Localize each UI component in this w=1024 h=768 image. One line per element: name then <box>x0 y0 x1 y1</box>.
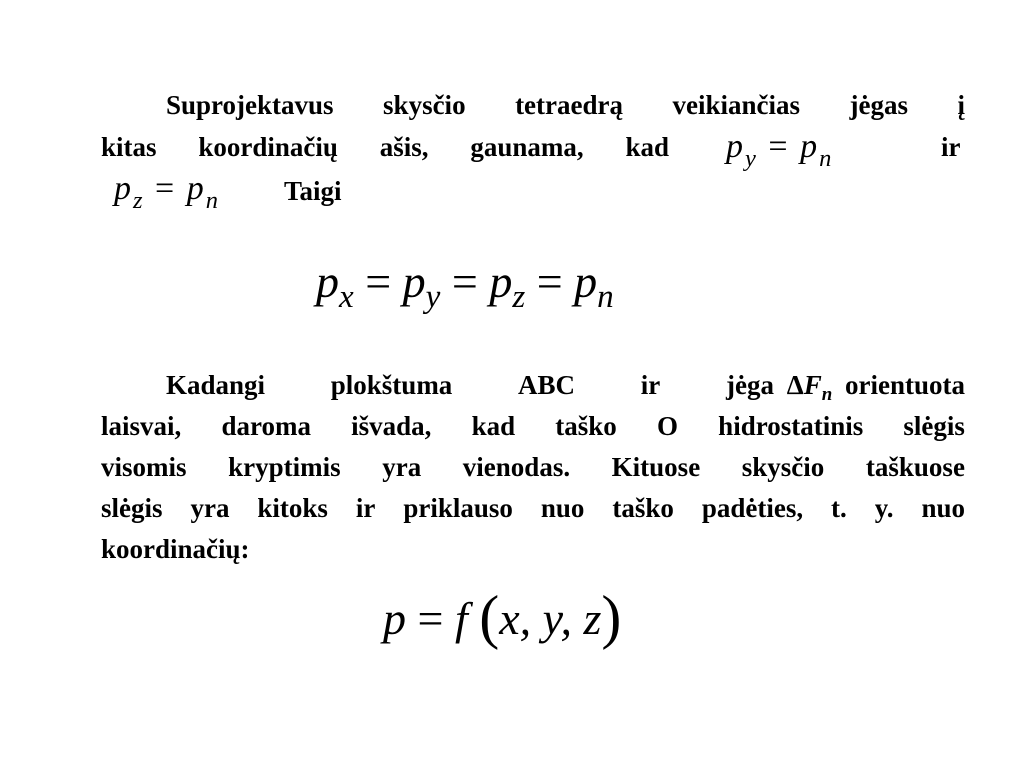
word: koordinačių <box>198 132 338 162</box>
formula-open-paren: ( <box>479 584 500 650</box>
word: taško <box>555 411 617 441</box>
word: t. <box>831 493 847 523</box>
word: tetraedrą <box>515 90 623 120</box>
word: ir <box>355 493 376 523</box>
formula-subscript: y <box>425 277 441 315</box>
formula-equals: = <box>365 256 392 307</box>
formula-pressure-function <box>383 580 621 649</box>
word: priklauso <box>403 493 513 523</box>
formula-function: f <box>454 593 468 644</box>
paragraph2-line3 <box>101 446 965 488</box>
word: slėgis <box>101 493 163 523</box>
word: ABC <box>518 370 576 400</box>
formula-equals: = <box>536 256 563 307</box>
word: laisvai, <box>101 411 182 441</box>
delta-force-symbol <box>787 364 832 410</box>
word: kad <box>471 411 516 441</box>
word: Kituose <box>611 452 701 482</box>
word: O <box>656 411 678 441</box>
word: padėties, <box>701 493 804 523</box>
paragraph1-taigi: Taigi <box>284 176 342 206</box>
formula-symbol: p <box>726 128 745 165</box>
word: visomis <box>101 452 187 482</box>
formula-symbol: p <box>574 256 598 307</box>
word: kitoks <box>257 493 328 523</box>
word: daroma <box>221 411 311 441</box>
formula-equals: = <box>451 256 478 307</box>
word: vienodas. <box>462 452 571 482</box>
paragraph2-line1-end: orientuota <box>845 370 965 400</box>
word: išvada, <box>351 411 432 441</box>
formula-equals: = <box>417 593 444 644</box>
word: yra <box>190 493 230 523</box>
formula-subscript: z <box>133 186 145 214</box>
word: taškuose <box>865 452 965 482</box>
word: Kadangi <box>166 370 266 400</box>
word: jėgas <box>849 90 908 120</box>
word: taško <box>612 493 674 523</box>
formula-symbol: p <box>114 170 133 207</box>
formula-symbol: p <box>489 256 513 307</box>
formula-subscript: z <box>512 277 526 315</box>
word: y. <box>874 493 894 523</box>
formula-arguments: x, y, z <box>499 593 602 644</box>
word: ir <box>640 370 661 400</box>
paragraph1-line2-end: ir <box>941 132 961 162</box>
paragraph2-line4 <box>101 487 965 529</box>
word: ašis, <box>379 132 429 162</box>
paragraph2-line2 <box>101 405 965 447</box>
word: hidrostatinis <box>718 411 864 441</box>
paragraph1-line2 <box>101 126 669 168</box>
delta-symbol: Δ <box>786 370 804 400</box>
formula-symbol: p <box>800 128 820 165</box>
word: gaunama, <box>470 132 584 162</box>
paragraph2-line1-start <box>166 364 774 410</box>
paragraph1-line1 <box>166 84 965 126</box>
word: kitas <box>101 132 157 162</box>
word: nuo <box>921 493 965 523</box>
formula-subscript: n <box>597 277 614 315</box>
formula-pz-equals-pn <box>114 170 220 214</box>
formula-equals: = <box>768 128 790 165</box>
paragraph2-line1 <box>166 364 965 410</box>
word: skysčio <box>741 452 825 482</box>
word: skysčio <box>383 90 466 120</box>
word: kad <box>625 132 669 162</box>
word: jėga <box>725 370 774 400</box>
formula-subscript: x <box>339 277 354 315</box>
formula-symbol: p <box>316 256 339 307</box>
formula-symbol: p <box>186 170 206 207</box>
word: yra <box>382 452 422 482</box>
word: Suprojektavus <box>166 90 334 120</box>
word: nuo <box>540 493 585 523</box>
formula-equals: = <box>155 170 177 207</box>
formula-pressure-equality <box>316 255 614 315</box>
force-symbol: F <box>803 370 822 400</box>
formula-subscript: n <box>819 144 834 172</box>
formula-subscript: n <box>205 186 220 214</box>
word: kryptimis <box>228 452 341 482</box>
word: plokštuma <box>330 370 453 400</box>
formula-subscript: y <box>745 144 758 172</box>
word: slėgis <box>903 411 965 441</box>
paragraph2-line5: koordinačių: <box>101 534 250 564</box>
formula-close-paren: ) <box>601 584 622 650</box>
formula-symbol: p <box>383 593 406 644</box>
word: į <box>957 90 965 120</box>
formula-symbol: p <box>402 256 426 307</box>
formula-py-equals-pn <box>726 128 834 172</box>
word: veikiančias <box>672 90 800 120</box>
force-subscript: n <box>821 383 833 405</box>
